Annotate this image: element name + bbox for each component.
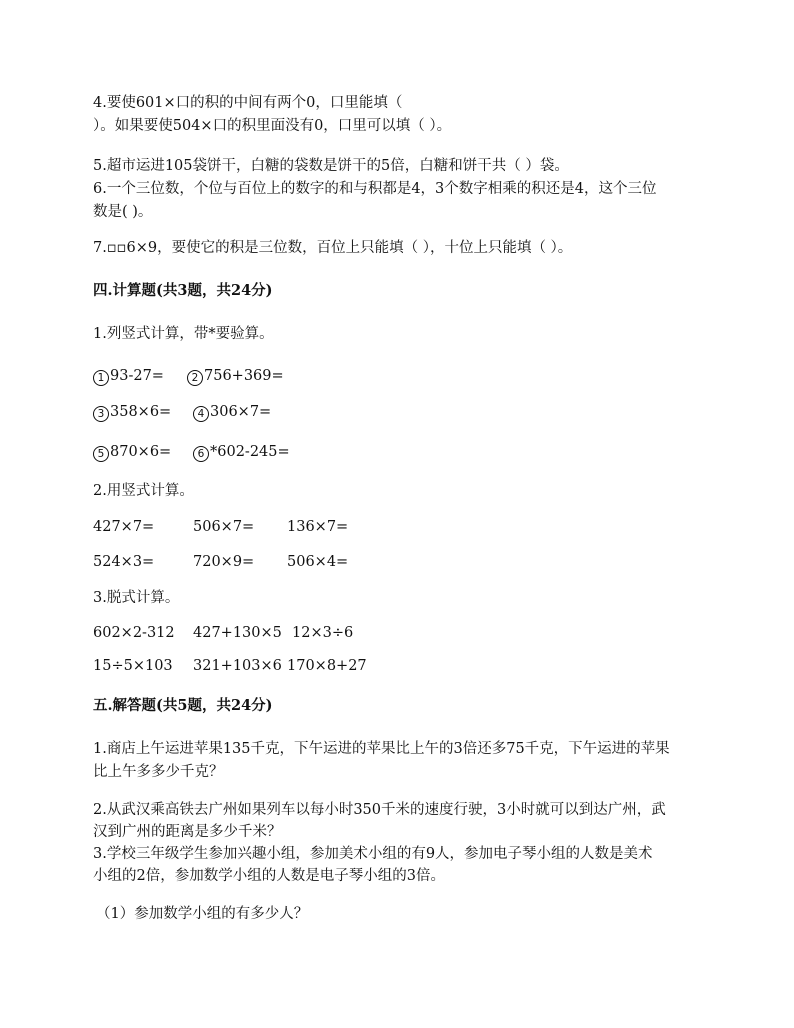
calc-expression: 506×7= bbox=[193, 519, 255, 535]
question-4-line-2: ）。如果要使504×口的积里面没有0，口里可以填（ ）。 bbox=[93, 118, 452, 134]
section-5-heading: 五.解答题(共5题，共24分) bbox=[93, 697, 273, 714]
calc-problem-1-title: 1.列竖式计算，带*要验算。 bbox=[93, 326, 274, 342]
word-problem-1-line-2: 比上午多多少千克？ bbox=[93, 764, 224, 780]
calc-expression: 870×6= bbox=[110, 444, 172, 460]
calc-expression: 756+369= bbox=[204, 368, 284, 384]
calc-expression: 720×9= bbox=[193, 554, 255, 570]
circled-number: 1 bbox=[93, 370, 109, 386]
circled-number: 3 bbox=[93, 406, 109, 422]
calc-item bbox=[193, 402, 271, 422]
word-problem-1-line-1: 1.商店上午运进苹果135千克，下午运进的苹果比上午的3倍还多75千克，下午运进的苹果 bbox=[93, 741, 670, 757]
calc-item bbox=[93, 402, 171, 422]
question-5: 5.超市运进105袋饼干，白糖的袋数是饼干的5倍，白糖和饼干共（ ）袋。 bbox=[93, 158, 569, 174]
calc-expression: 15÷5×103 bbox=[93, 658, 173, 674]
calc-expression: 321+103×6 bbox=[193, 658, 282, 674]
calc-expression: 12×3÷6 bbox=[292, 625, 354, 641]
word-problem-2-line-2: 汉到广州的距离是多少千米？ bbox=[93, 824, 282, 840]
question-6-line-1: 6.一个三位数，个位与百位上的数字的和与积都是4，3个数字相乘的积还是4，这个三位 bbox=[93, 181, 657, 197]
circled-number: 5 bbox=[93, 446, 109, 462]
calc-item bbox=[93, 366, 164, 386]
word-problem-3-line-1: 3.学校三年级学生参加兴趣小组，参加美术小组的有9人，参加电子琴小组的人数是美术 bbox=[93, 846, 653, 862]
calc-expression: *602-245= bbox=[210, 444, 290, 460]
section-4-heading: 四.计算题(共3题，共24分) bbox=[93, 282, 273, 299]
calc-expression: 306×7= bbox=[210, 404, 272, 420]
question-7: 7.▫▫6×9，要使它的积是三位数，百位上只能填（ ），十位上只能填（ ）。 bbox=[93, 240, 573, 256]
calc-item bbox=[187, 366, 284, 386]
calc-problem-3-title: 3.脱式计算。 bbox=[93, 590, 180, 606]
calc-expression: 427×7= bbox=[93, 519, 155, 535]
calc-expression: 136×7= bbox=[287, 519, 349, 535]
calc-expression: 524×3= bbox=[93, 554, 155, 570]
calc-expression: 602×2-312 bbox=[93, 625, 175, 641]
word-problem-3-subquestion-1: （1）参加数学小组的有多少人？ bbox=[96, 906, 309, 922]
word-problem-3-line-2: 小组的2倍，参加数学小组的人数是电子琴小组的3倍。 bbox=[93, 868, 445, 884]
calc-item bbox=[193, 442, 290, 462]
question-4-line-1: 4.要使601×口的积的中间有两个0，口里能填（ bbox=[93, 95, 403, 111]
calc-expression: 427+130×5 bbox=[193, 625, 282, 641]
calc-expression: 506×4= bbox=[287, 554, 349, 570]
calc-expression: 170×8+27 bbox=[287, 658, 367, 674]
word-problem-2-line-1: 2.从武汉乘高铁去广州如果列车以每小时350千米的速度行驶，3小时就可以到达广州，武 bbox=[93, 802, 666, 818]
calc-item bbox=[93, 442, 171, 462]
circled-number: 2 bbox=[187, 370, 203, 386]
question-6-line-2: 数是( )。 bbox=[93, 204, 153, 220]
circled-number: 4 bbox=[193, 406, 209, 422]
calc-problem-2-title: 2.用竖式计算。 bbox=[93, 483, 194, 499]
circled-number: 6 bbox=[193, 446, 209, 462]
calc-expression: 93-27= bbox=[110, 368, 164, 384]
calc-expression: 358×6= bbox=[110, 404, 172, 420]
